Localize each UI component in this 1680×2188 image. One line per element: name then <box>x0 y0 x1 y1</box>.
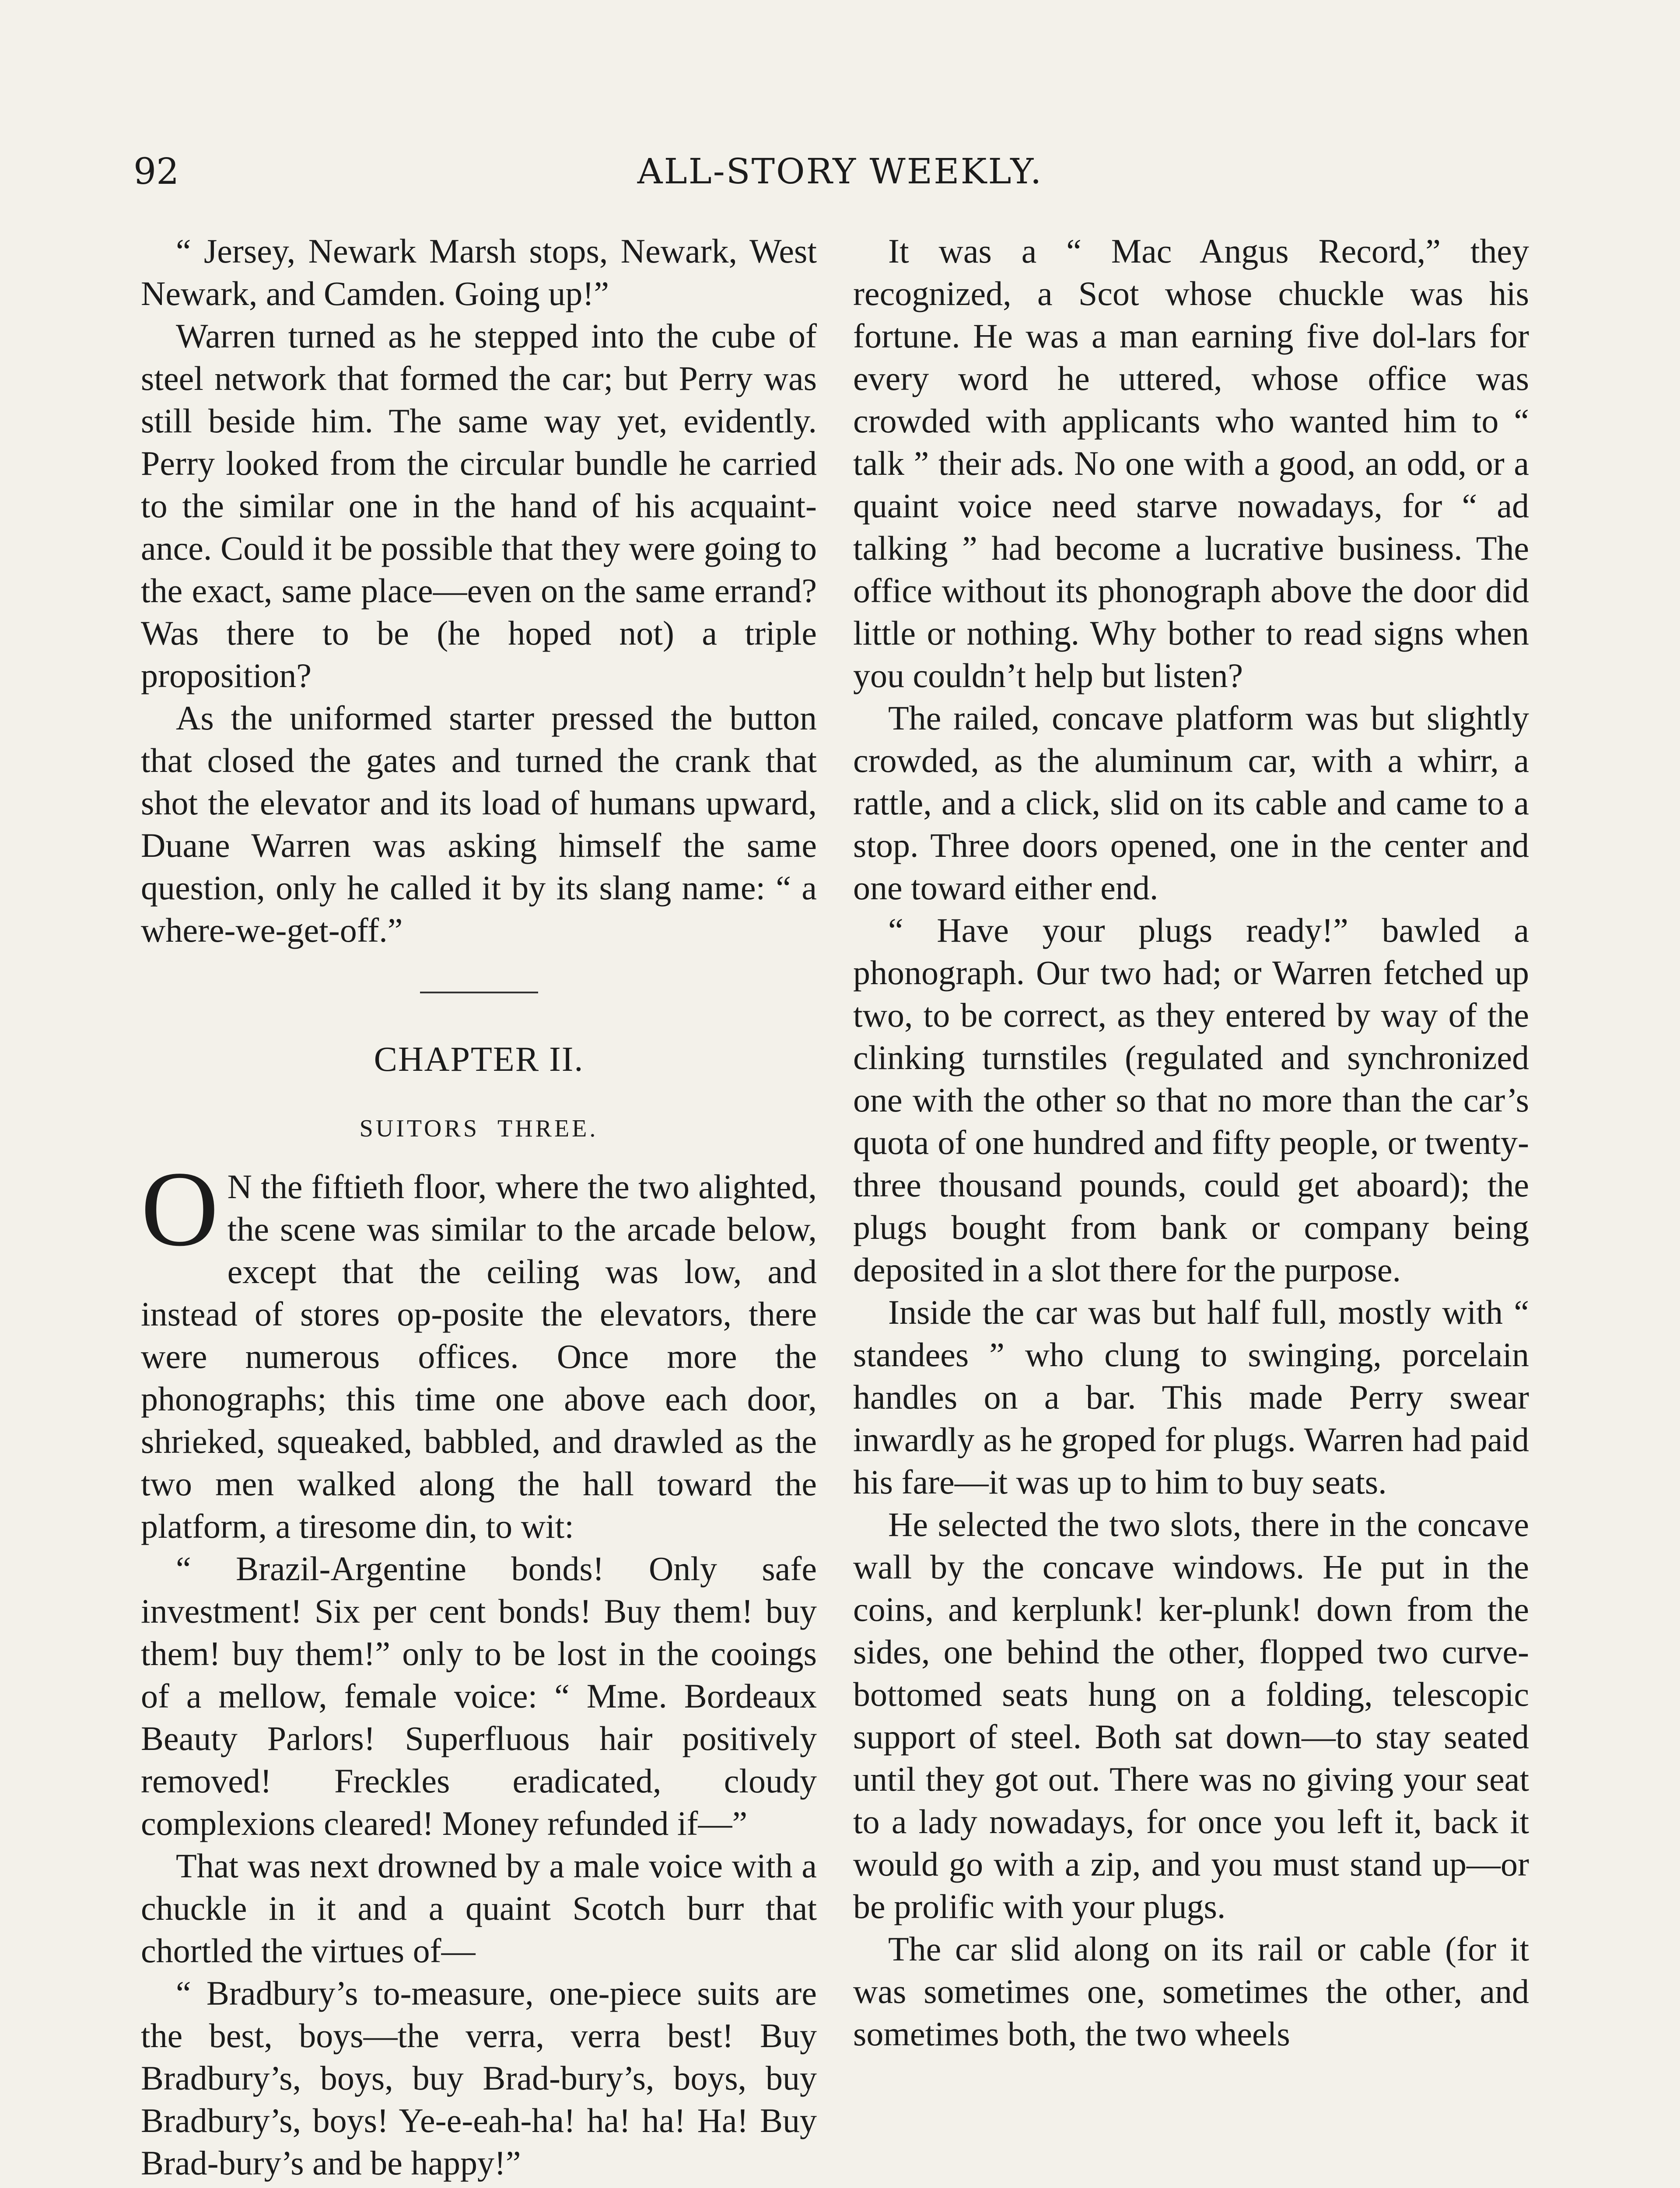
paragraph: That was next drowned by a male voice with a chuckle in it and a quaint Scotch burr that chortled the virtues of— <box>141 1847 817 1970</box>
page-header <box>133 151 1547 203</box>
running-title: ALL-STORY WEEKLY. <box>637 151 1043 192</box>
paragraph: It was a “ Mac Angus Record,” they recognized, a Scot whose chuckle was his fortune. He was a man earning five dol-lars for every word he uttered, whose office was crowded with applicants who wanted him to “ talk ” their ads. No one with a good, an odd, or a quaint voice need starve nowadays, for “ ad talking ” had become a lucrative business. The office without its phonograph above the door did little or nothing. Why bother to read signs when you couldn’t help but listen? <box>853 232 1529 694</box>
paragraph: The car slid along on its rail or cable (for it was sometimes one, sometimes the other, and sometimes both, the two wheels <box>853 1930 1529 2053</box>
paragraph: As the uniformed starter pressed the button that closed the gates and turned the crank that shot the elevator and its load of humans upward, Duane Warren was asking himself the same question, only he called it by its slang name: “ a where-we-get-off.” <box>141 699 817 949</box>
paragraph: “ Brazil-Argentine bonds! Only safe investment! Six per cent bonds! Buy them! buy them! buy them!” only to be lost in the cooings of a mellow, female voice: “ Mme. Bordeaux Beauty Parlors! Superfluous hair positively removed! Freckles eradicated, cloudy complexions cleared! Money refunded if—” <box>141 1550 817 1842</box>
right-column <box>853 230 1529 2055</box>
paragraph: Warren turned as he stepped into the cube of steel network that formed the car; but Perry was still beside him. The same way yet, evidently. Perry looked from the circular bundle he carried to the similar one in the hand of his acquaint-ance. Could it be possible that they were going to the exact, same place—even on the same errand? Was there to be (he hoped not) a triple proposition? <box>141 317 817 694</box>
paragraph: Inside the car was but half full, mostly with “ standees ” who clung to swinging, porcelain handles on a bar. This made Perry swear inwardly as he groped for plugs. Warren had paid his fare—it was up to him to buy seats. <box>853 1293 1529 1501</box>
chapter-subtitle: SUITORS THREE. <box>359 1115 598 1142</box>
paragraph: “ Bradbury’s to-measure, one-piece suits are the best, boys—the verra, verra best! Buy Bradbury’s, boys, buy Brad-bury’s, boys, buy Bradbury’s, boys! Ye-e-eah-ha! ha! ha! Ha! Buy Brad-bury’s and be happy!” <box>141 1974 817 2182</box>
paragraph: “ Have your plugs ready!” bawled a phonograph. Our two had; or Warren fetched up two, to be correct, as they entered by way of the clinking turnstiles (regulated and synchronized one with the other so that no more than the car’s quota of one hundred and fifty people, or twenty-three thousand pounds, could get aboard); the plugs bought from bank or company being deposited in a slot there for the purpose. <box>853 911 1529 1289</box>
section-divider <box>420 992 538 993</box>
paragraph: The railed, concave platform was but slightly crowded, as the aluminum car, with a whirr, a rattle, and a click, slid on its cable and came to a stop. Three doors opened, one in the center and one toward either end. <box>853 699 1529 907</box>
drop-cap: O <box>141 1150 219 1269</box>
opening-text: N the fiftieth floor, where the two alighted, the scene was similar to the arcade below, except that the ceiling was low, and instead of stores op-posite the elevators, there were numerous offices. Once more the phonographs; this time one above each door, shrieked, squeaked, babbled, and drawled as the two men walked along the hall toward the platform, a tiresome din, to wit: <box>141 1168 817 1545</box>
paragraph: He selected the two slots, there in the concave wall by the concave windows. He put in the coins, and kerplunk! ker-plunk! down from the sides, one behind the other, flopped two curve-bottomed seats hung on a folding, telescopic support of steel. Both sat down—to stay seated until they got out. There was no giving your seat to a lady nowadays, for once you left it, back it would go with a zip, and you must stand up—or be prolific with your plugs. <box>853 1505 1529 1925</box>
chapter-opening-paragraph <box>141 1150 817 1547</box>
page-number: 92 <box>133 151 179 193</box>
chapter-title: CHAPTER II. <box>374 1040 584 1079</box>
left-column <box>141 230 817 2184</box>
paragraph: “ Jersey, Newark Marsh stops, Newark, West Newark, and Camden. Going up!” <box>141 232 817 312</box>
